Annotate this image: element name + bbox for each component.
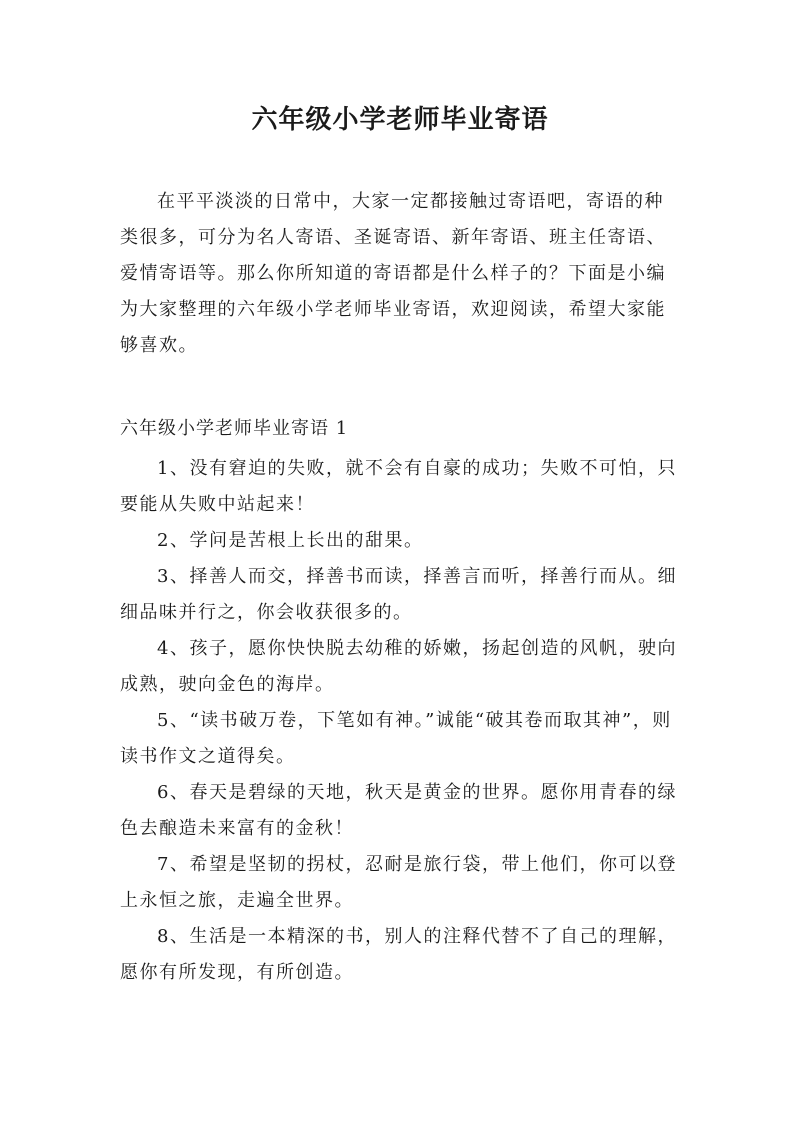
section-title: 六年级小学老师毕业寄语 1 bbox=[120, 418, 349, 439]
wishes-list bbox=[120, 451, 680, 991]
list-item: 3、择善人而交，择善书而读，择善言而听，择善行而从。细细品味并行之，你会收获很多的。 bbox=[120, 566, 677, 623]
list-item: 7、希望是坚韧的拐杖，忍耐是旅行袋，带上他们，你可以登上永恒之旅，走遍全世界。 bbox=[120, 854, 677, 911]
list-item: 1、没有窘迫的失败，就不会有自豪的成功；失败不可怕，只要能从失败中站起来！ bbox=[120, 458, 677, 515]
intro-paragraph: 在平平淡淡的日常中，大家一定都接触过寄语吧，寄语的种类很多，可分为名人寄语、圣诞寄语、新年寄语、班主任寄语、爱情寄语等。那么你所知道的寄语都是什么样子的？下面是小编为大家整理的六年级小学老师毕业寄语，欢迎阅读，希望大家能够喜欢。 bbox=[120, 191, 666, 356]
list-item: 5、“读书破万卷，下笔如有神。”诚能“破其卷而取其神”，则读书作文之道得矣。 bbox=[120, 710, 672, 767]
page-title: 六年级小学老师毕业寄语 bbox=[251, 105, 549, 135]
list-item: 6、春天是碧绿的天地，秋天是黄金的世界。愿你用青春的绿色去酿造未来富有的金秋！ bbox=[120, 782, 677, 839]
list-item: 4、孩子，愿你快快脱去幼稚的娇嫩，扬起创造的风帆，驶向成熟，驶向金色的海岸。 bbox=[120, 638, 677, 695]
list-item: 2、学问是苦根上长出的甜果。 bbox=[157, 530, 424, 551]
list-item: 8、生活是一本精深的书，别人的注释代替不了自己的理解，愿你有所发现，有所创造。 bbox=[120, 926, 677, 983]
